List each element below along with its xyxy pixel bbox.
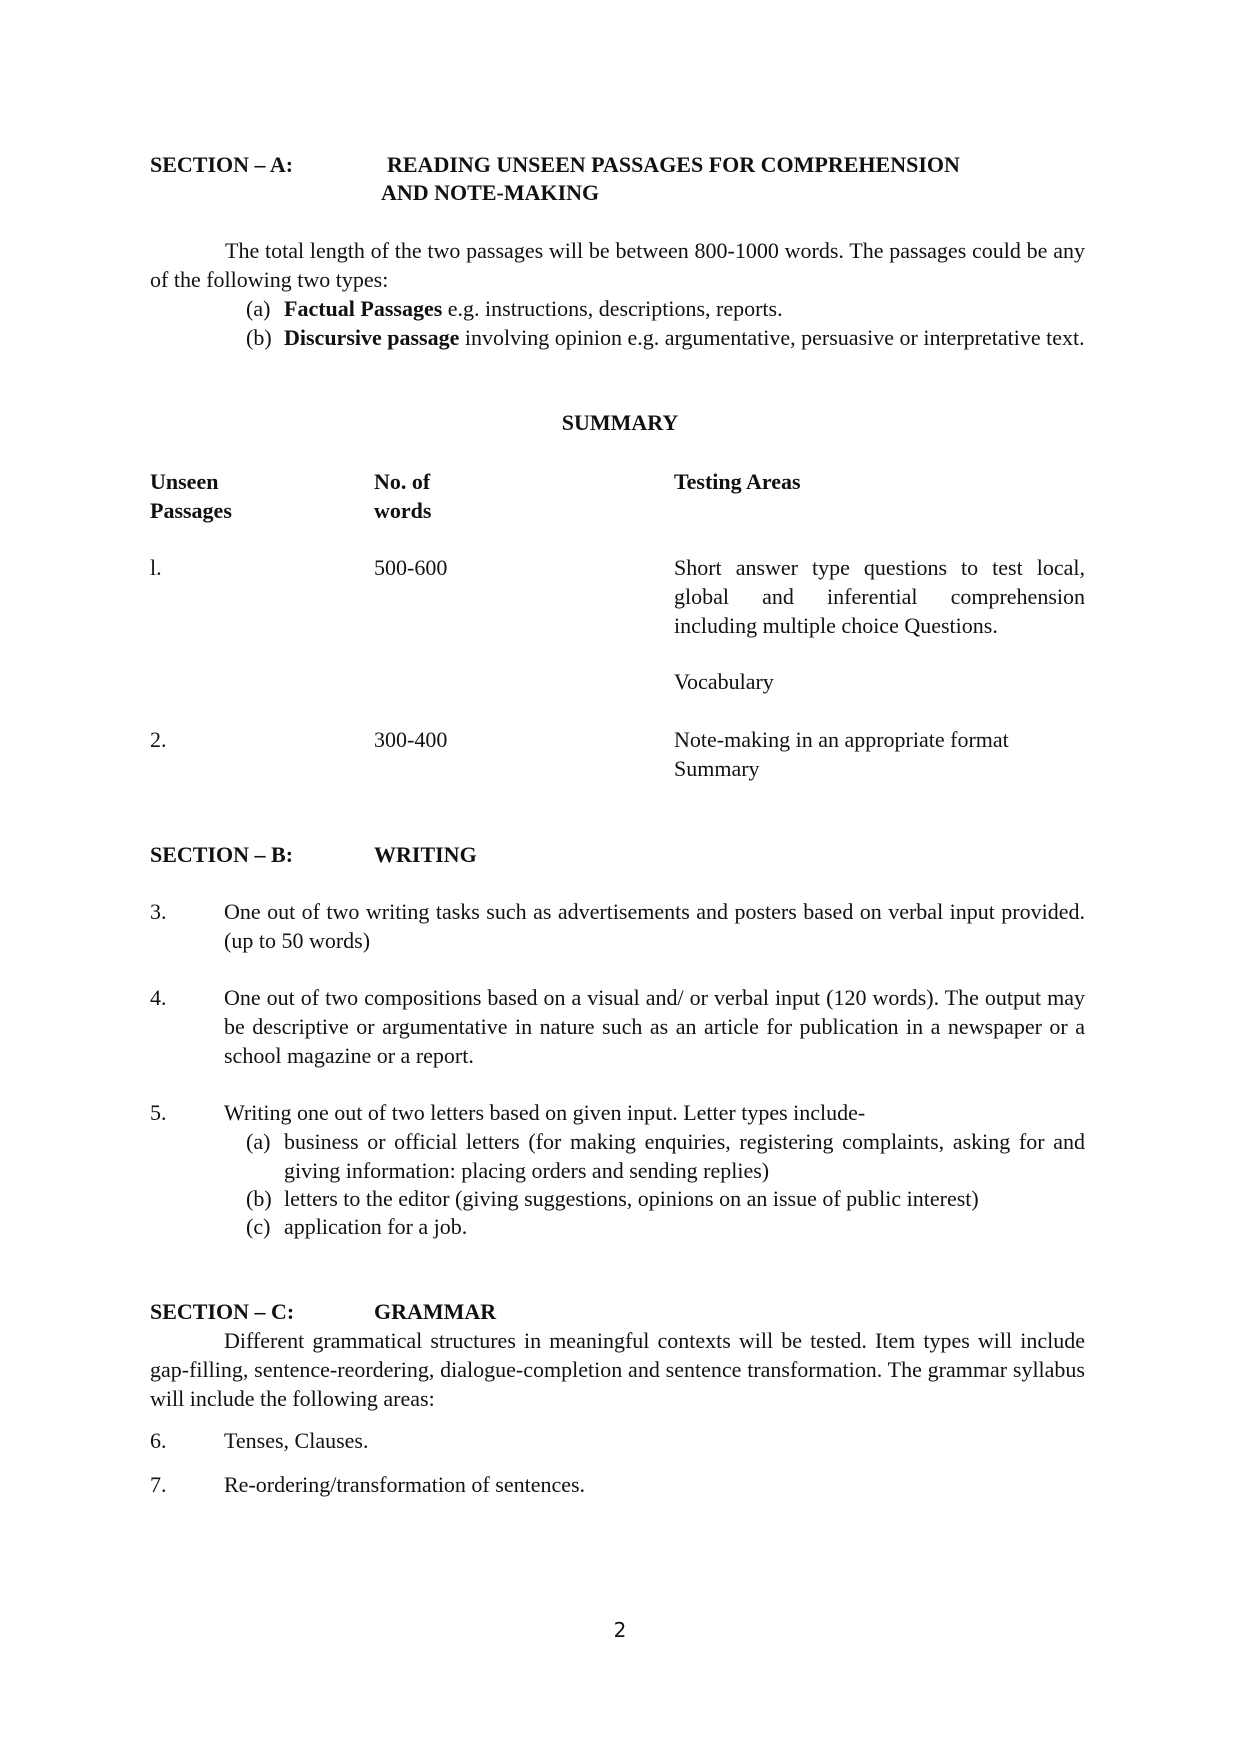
letter-a-marker: (a) <box>246 1129 271 1154</box>
type-b-text: involving opinion e.g. argumentative, persuasive or interpretative text. <box>459 325 1085 350</box>
row1-number: l. <box>150 555 162 580</box>
header-unseen-passages: Unseen Passages <box>150 469 232 523</box>
section-a-title-line1: READING UNSEEN PASSAGES FOR COMPREHENSION <box>387 152 960 177</box>
item3-number: 3. <box>150 899 167 924</box>
row1-words: 500-600 <box>374 555 448 580</box>
item6-number: 6. <box>150 1428 167 1453</box>
type-b-marker: (b) <box>246 325 272 350</box>
section-a-title-line2: AND NOTE-MAKING <box>381 180 600 205</box>
row1-testing-area-extra: Vocabulary <box>674 669 774 694</box>
type-b-item <box>284 323 1085 352</box>
type-a-text: e.g. instructions, descriptions, reports. <box>442 296 783 321</box>
letter-a-text: business or official letters (for making enquiries, registering complaints, asking for and giving information: placing orders and sending replies) <box>284 1129 1085 1183</box>
item7-text: Re-ordering/transformation of sentences. <box>224 1472 586 1497</box>
item6-text: Tenses, Clauses. <box>224 1428 369 1453</box>
row2-number: 2. <box>150 727 167 752</box>
letter-b-text: letters to the editor (giving suggestions, opinions on an issue of public interest) <box>284 1186 979 1211</box>
letter-c-text: application for a job. <box>284 1214 468 1239</box>
section-a-label: SECTION – A: <box>150 152 294 177</box>
section-b-title: WRITING <box>374 842 477 867</box>
header-testing-areas: Testing Areas <box>674 469 801 494</box>
row2-words: 300-400 <box>374 727 448 752</box>
item5-number: 5. <box>150 1100 167 1125</box>
letter-c-marker: (c) <box>246 1214 271 1239</box>
item5-text: Writing one out of two letters based on given input. Letter types include- <box>224 1100 866 1125</box>
row2-testing-area: Note-making in an appropriate format <box>674 727 1009 752</box>
letter-b-marker: (b) <box>246 1186 272 1211</box>
page-number: 2 <box>613 1618 627 1642</box>
item4-text: One out of two compositions based on a visual and/ or verbal input (120 words). The output may be descriptive or argumentative in nature such as an article for publication in a newspaper or a school magazine or a report. <box>224 985 1085 1068</box>
summary-heading: SUMMARY <box>561 410 679 435</box>
section-c-intro: Different grammatical structures in meaningful contexts will be tested. Item types will include gap-filling, sentence-reordering, dialogue-completion and sentence transformation. The grammar syllabus will include the following areas: <box>150 1328 1085 1411</box>
item3-text: One out of two writing tasks such as advertisements and posters based on verbal input provided. (up to 50 words) <box>224 899 1085 953</box>
type-b-bold: Discursive passage <box>284 325 460 350</box>
item4-number: 4. <box>150 985 167 1010</box>
type-a-marker: (a) <box>246 296 271 321</box>
type-a-bold: Factual Passages <box>284 296 443 321</box>
section-c-label: SECTION – C: <box>150 1299 295 1324</box>
row2-testing-area-extra: Summary <box>674 756 760 781</box>
section-b-label: SECTION – B: <box>150 842 294 867</box>
row1-testing-area: Short answer type questions to test local, global and inferential comprehension including multiple choice Questions. <box>674 555 1085 638</box>
item7-number: 7. <box>150 1472 167 1497</box>
type-a-item <box>284 294 1085 323</box>
header-no-of-words: No. of words <box>374 469 432 523</box>
section-a-intro: The total length of the two passages will be between 800-1000 words. The passages could be any of the following two types: <box>150 238 1085 292</box>
section-c-title: GRAMMAR <box>374 1299 497 1324</box>
